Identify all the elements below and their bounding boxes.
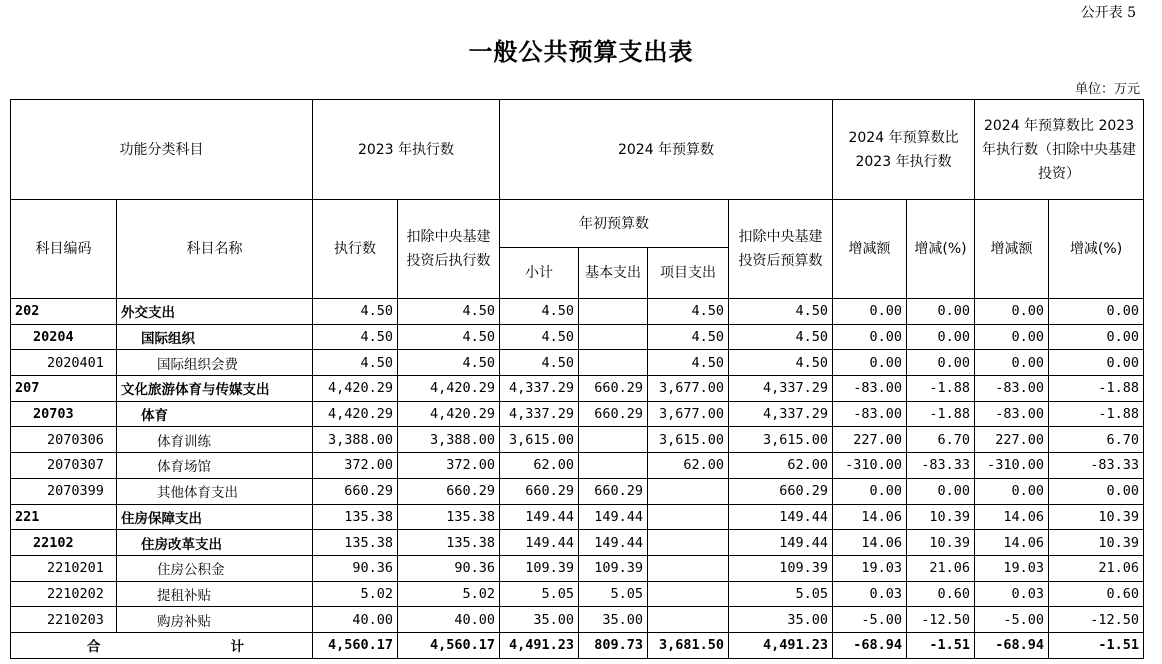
row-code: 20204 [11, 324, 117, 350]
cell-budget-excl: 660.29 [729, 478, 833, 504]
table-row [11, 530, 1144, 556]
cell-p1: -1.88 [907, 376, 975, 402]
cell-exec-excl: 135.38 [398, 530, 500, 556]
cell-p2: 0.00 [1049, 350, 1144, 376]
cell-p1: 10.39 [907, 504, 975, 530]
cell-exec-excl: 372.00 [398, 453, 500, 479]
cell-exec: 135.38 [313, 530, 398, 556]
header-project: 项目支出 [648, 248, 729, 299]
cell-project: 4.50 [648, 350, 729, 376]
row-code: 221 [11, 504, 117, 530]
cell-basic: 149.44 [579, 504, 648, 530]
row-name: 体育训练 [117, 427, 313, 453]
header-basic: 基本支出 [579, 248, 648, 299]
cell-d1: 0.00 [833, 478, 907, 504]
row-name: 住房改革支出 [117, 530, 313, 556]
cell-p2: 6.70 [1049, 427, 1144, 453]
cell-basic [579, 299, 648, 325]
cell-subtotal: 3,615.00 [500, 427, 579, 453]
cell-exec-excl: 135.38 [398, 504, 500, 530]
row-code: 2070306 [11, 427, 117, 453]
cell-exec: 90.36 [313, 555, 398, 581]
header-change-pct: 增减(%) [907, 200, 975, 299]
cell-exec: 4,420.29 [313, 376, 398, 402]
header-exec: 执行数 [313, 200, 398, 299]
cell-p1: -83.33 [907, 453, 975, 479]
table-row [11, 324, 1144, 350]
total-p1: -1.51 [907, 632, 975, 658]
row-name: 其他体育支出 [117, 478, 313, 504]
header-change-amt-2: 增减额 [975, 200, 1049, 299]
cell-exec-excl: 4.50 [398, 324, 500, 350]
cell-d1: -83.00 [833, 376, 907, 402]
cell-d2: 0.00 [975, 478, 1049, 504]
cell-p1: 0.00 [907, 478, 975, 504]
cell-basic: 660.29 [579, 376, 648, 402]
total-exec: 4,560.17 [313, 632, 398, 658]
cell-budget-excl: 149.44 [729, 530, 833, 556]
cell-p1: -1.88 [907, 401, 975, 427]
cell-budget-excl: 4,337.29 [729, 376, 833, 402]
cell-budget-excl: 4.50 [729, 350, 833, 376]
row-code: 2210202 [11, 581, 117, 607]
cell-p2: 10.39 [1049, 504, 1144, 530]
cell-d1: -310.00 [833, 453, 907, 479]
cell-exec: 4.50 [313, 350, 398, 376]
cell-subtotal: 109.39 [500, 555, 579, 581]
table-row [11, 607, 1144, 633]
cell-d2: 14.06 [975, 530, 1049, 556]
cell-exec: 660.29 [313, 478, 398, 504]
row-name: 体育场馆 [117, 453, 313, 479]
table-row [11, 478, 1144, 504]
header-budget-excl: 扣除中央基建投资后预算数 [729, 200, 833, 299]
page-title: 一般公共预算支出表 [468, 38, 694, 66]
cell-basic: 149.44 [579, 530, 648, 556]
row-name: 文化旅游体育与传媒支出 [117, 376, 313, 402]
cell-budget-excl: 35.00 [729, 607, 833, 633]
cell-subtotal: 62.00 [500, 453, 579, 479]
cell-project [648, 478, 729, 504]
cell-p2: 0.00 [1049, 299, 1144, 325]
cell-exec-excl: 4.50 [398, 350, 500, 376]
total-p2: -1.51 [1049, 632, 1144, 658]
cell-exec: 4.50 [313, 299, 398, 325]
cell-p1: 0.00 [907, 299, 975, 325]
cell-d2: 0.00 [975, 324, 1049, 350]
cell-p2: 21.06 [1049, 555, 1144, 581]
cell-p2: 0.00 [1049, 478, 1144, 504]
cell-d2: 227.00 [975, 427, 1049, 453]
cell-d1: 0.00 [833, 324, 907, 350]
cell-basic [579, 427, 648, 453]
table-body [11, 299, 1144, 659]
cell-basic [579, 453, 648, 479]
cell-d1: 19.03 [833, 555, 907, 581]
cell-budget-excl: 4.50 [729, 299, 833, 325]
row-name: 提租补贴 [117, 581, 313, 607]
cell-exec-excl: 40.00 [398, 607, 500, 633]
cell-exec: 4.50 [313, 324, 398, 350]
cell-p1: 0.00 [907, 324, 975, 350]
row-name: 外交支出 [117, 299, 313, 325]
cell-exec: 3,388.00 [313, 427, 398, 453]
row-name: 国际组织 [117, 324, 313, 350]
cell-p1: 21.06 [907, 555, 975, 581]
row-name: 体育 [117, 401, 313, 427]
cell-basic: 109.39 [579, 555, 648, 581]
cell-budget-excl: 109.39 [729, 555, 833, 581]
total-project: 3,681.50 [648, 632, 729, 658]
cell-subtotal: 35.00 [500, 607, 579, 633]
cell-p1: 10.39 [907, 530, 975, 556]
cell-budget-excl: 5.05 [729, 581, 833, 607]
row-name: 住房保障支出 [117, 504, 313, 530]
document-number: 公开表 5 [1080, 5, 1136, 21]
row-code: 202 [11, 299, 117, 325]
cell-p1: 6.70 [907, 427, 975, 453]
cell-exec-excl: 660.29 [398, 478, 500, 504]
row-code: 2210201 [11, 555, 117, 581]
cell-basic: 35.00 [579, 607, 648, 633]
table-header [11, 100, 1144, 299]
table-row [11, 401, 1144, 427]
cell-project: 3,677.00 [648, 401, 729, 427]
cell-p2: -1.88 [1049, 376, 1144, 402]
cell-budget-excl: 4.50 [729, 324, 833, 350]
cell-basic [579, 324, 648, 350]
cell-d1: -5.00 [833, 607, 907, 633]
cell-d2: -310.00 [975, 453, 1049, 479]
header-compare-excl: 2024 年预算数比 2023 年执行数（扣除中央基建投资） [975, 100, 1144, 200]
cell-p2: 0.60 [1049, 581, 1144, 607]
cell-subtotal: 660.29 [500, 478, 579, 504]
cell-subtotal: 149.44 [500, 504, 579, 530]
cell-exec-excl: 3,388.00 [398, 427, 500, 453]
cell-exec: 372.00 [313, 453, 398, 479]
cell-exec-excl: 4,420.29 [398, 376, 500, 402]
cell-subtotal: 5.05 [500, 581, 579, 607]
cell-exec: 40.00 [313, 607, 398, 633]
header-change-pct-2: 增减(%) [1049, 200, 1144, 299]
cell-subtotal: 149.44 [500, 530, 579, 556]
cell-project [648, 530, 729, 556]
cell-d2: -5.00 [975, 607, 1049, 633]
header-code: 科目编码 [11, 200, 117, 299]
cell-subtotal: 4,337.29 [500, 376, 579, 402]
header-initial: 年初预算数 [500, 200, 729, 248]
total-label-ji: 计 [230, 639, 244, 656]
cell-subtotal: 4.50 [500, 324, 579, 350]
header-category: 功能分类科目 [11, 100, 313, 200]
total-label [11, 632, 313, 658]
cell-project: 3,677.00 [648, 376, 729, 402]
total-d2: -68.94 [975, 632, 1049, 658]
cell-d1: -83.00 [833, 401, 907, 427]
row-name: 购房补贴 [117, 607, 313, 633]
cell-exec: 5.02 [313, 581, 398, 607]
cell-project [648, 555, 729, 581]
cell-d2: 19.03 [975, 555, 1049, 581]
cell-exec-excl: 4.50 [398, 299, 500, 325]
cell-d1: 14.06 [833, 504, 907, 530]
row-code: 2210203 [11, 607, 117, 633]
row-name: 住房公积金 [117, 555, 313, 581]
cell-basic: 660.29 [579, 478, 648, 504]
cell-d1: 227.00 [833, 427, 907, 453]
cell-d2: 0.00 [975, 299, 1049, 325]
cell-exec-excl: 90.36 [398, 555, 500, 581]
cell-d1: 0.00 [833, 350, 907, 376]
cell-budget-excl: 62.00 [729, 453, 833, 479]
unit-label: 单位：万元 [1074, 82, 1140, 97]
cell-p2: 10.39 [1049, 530, 1144, 556]
cell-p2: -1.88 [1049, 401, 1144, 427]
header-compare-exec: 2024 年预算数比 2023 年执行数 [833, 100, 975, 200]
total-label-he: 合 [87, 639, 101, 656]
table-row [11, 350, 1144, 376]
cell-d1: 0.00 [833, 299, 907, 325]
cell-project: 62.00 [648, 453, 729, 479]
cell-subtotal: 4.50 [500, 350, 579, 376]
header-budget-2024: 2024 年预算数 [500, 100, 833, 200]
cell-p2: -12.50 [1049, 607, 1144, 633]
cell-subtotal: 4.50 [500, 299, 579, 325]
row-code: 20703 [11, 401, 117, 427]
table-row [11, 299, 1144, 325]
cell-p1: 0.00 [907, 350, 975, 376]
cell-basic: 660.29 [579, 401, 648, 427]
total-d1: -68.94 [833, 632, 907, 658]
cell-project: 3,615.00 [648, 427, 729, 453]
row-code: 2020401 [11, 350, 117, 376]
cell-exec-excl: 5.02 [398, 581, 500, 607]
total-subtotal: 4,491.23 [500, 632, 579, 658]
table-row [11, 427, 1144, 453]
header-exec-2023: 2023 年执行数 [313, 100, 500, 200]
cell-project [648, 504, 729, 530]
cell-d2: 0.00 [975, 350, 1049, 376]
cell-budget-excl: 3,615.00 [729, 427, 833, 453]
cell-d2: 14.06 [975, 504, 1049, 530]
header-name: 科目名称 [117, 200, 313, 299]
cell-budget-excl: 149.44 [729, 504, 833, 530]
table-row [11, 453, 1144, 479]
header-exec-excl: 扣除中央基建投资后执行数 [398, 200, 500, 299]
cell-d2: -83.00 [975, 376, 1049, 402]
row-code: 22102 [11, 530, 117, 556]
row-code: 2070307 [11, 453, 117, 479]
table-row [11, 376, 1144, 402]
row-code: 2070399 [11, 478, 117, 504]
cell-subtotal: 4,337.29 [500, 401, 579, 427]
cell-d2: 0.03 [975, 581, 1049, 607]
cell-exec-excl: 4,420.29 [398, 401, 500, 427]
cell-p1: -12.50 [907, 607, 975, 633]
cell-d1: 0.03 [833, 581, 907, 607]
total-row [11, 632, 1144, 658]
table-row [11, 504, 1144, 530]
budget-table [10, 99, 1144, 659]
header-subtotal: 小计 [500, 248, 579, 299]
total-budget-excl: 4,491.23 [729, 632, 833, 658]
total-basic: 809.73 [579, 632, 648, 658]
cell-basic [579, 350, 648, 376]
cell-project [648, 607, 729, 633]
cell-exec: 4,420.29 [313, 401, 398, 427]
table-row [11, 555, 1144, 581]
row-code: 207 [11, 376, 117, 402]
cell-project [648, 581, 729, 607]
cell-p2: 0.00 [1049, 324, 1144, 350]
total-exec-excl: 4,560.17 [398, 632, 500, 658]
cell-basic: 5.05 [579, 581, 648, 607]
cell-budget-excl: 4,337.29 [729, 401, 833, 427]
cell-project: 4.50 [648, 324, 729, 350]
cell-exec: 135.38 [313, 504, 398, 530]
cell-d1: 14.06 [833, 530, 907, 556]
cell-d2: -83.00 [975, 401, 1049, 427]
header-change-amt: 增减额 [833, 200, 907, 299]
cell-p2: -83.33 [1049, 453, 1144, 479]
row-name: 国际组织会费 [117, 350, 313, 376]
cell-project: 4.50 [648, 299, 729, 325]
table-row [11, 581, 1144, 607]
cell-p1: 0.60 [907, 581, 975, 607]
